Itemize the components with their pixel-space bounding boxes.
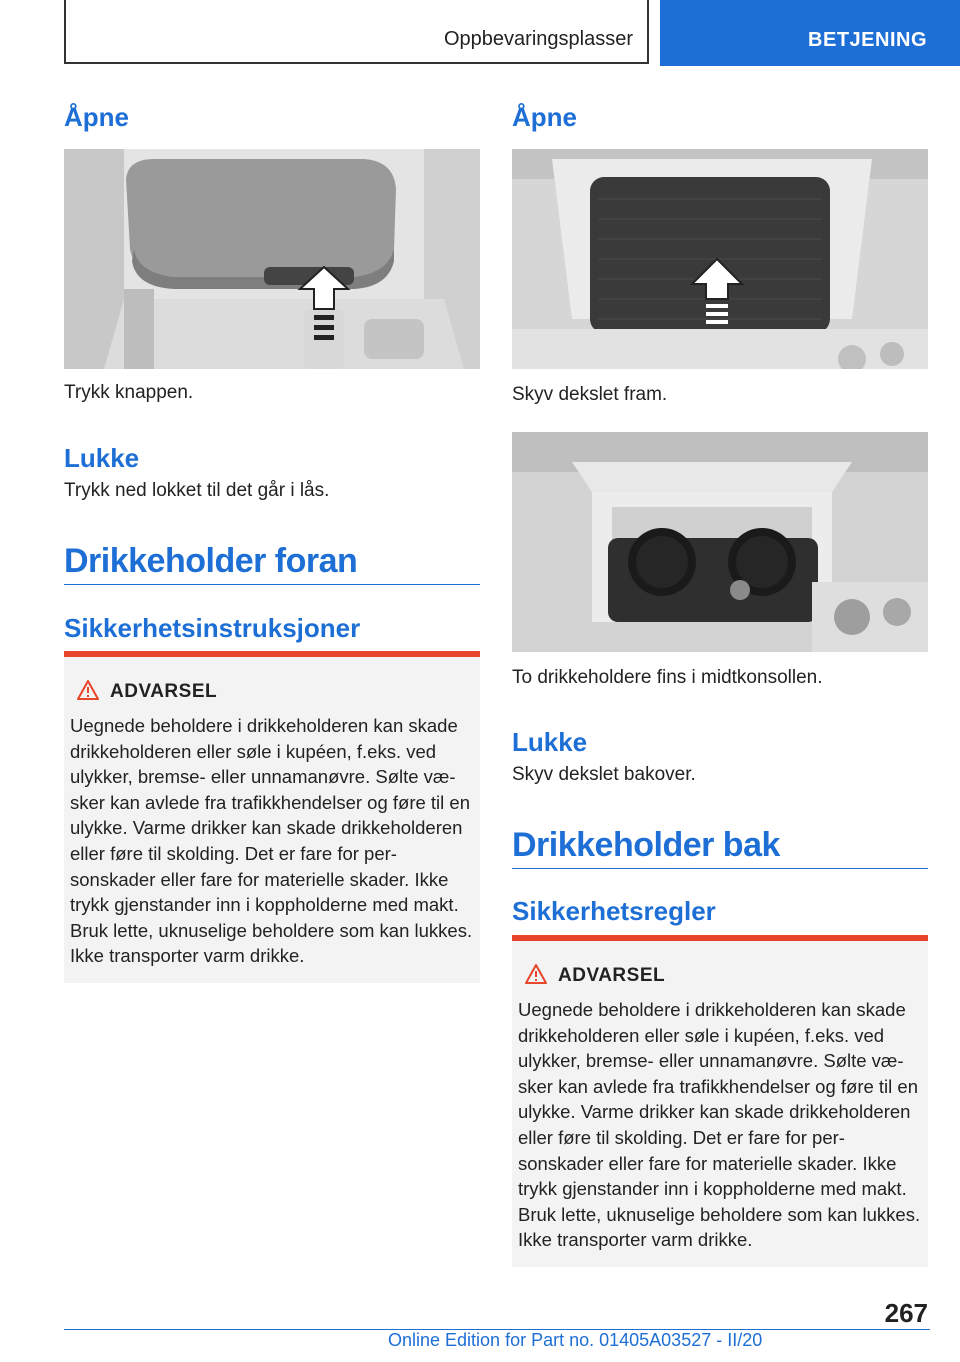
cupholder-photo <box>512 432 928 652</box>
armrest-photo <box>64 149 480 369</box>
cupholder-illustration <box>512 432 928 652</box>
right-subsection-title: Sikkerhetsregler <box>512 896 716 926</box>
cover-illustration <box>512 149 928 369</box>
right-open-heading: Åpne <box>512 102 577 132</box>
right-section-title: Drikkeholder bak <box>512 826 780 864</box>
warning-triangle-icon <box>524 963 548 985</box>
footer-edition-link[interactable]: Online Edition for Part no. 01405A03527 - II/20 <box>388 1330 763 1350</box>
left-open-heading: Åpne <box>64 102 129 132</box>
header-section-title: Oppbevaringsplasser <box>444 28 633 50</box>
right-close-text: Skyv dekslet bakover. <box>512 764 696 785</box>
right-open-caption: Skyv dekslet fram. <box>512 384 668 405</box>
left-close-heading: Lukke <box>64 443 140 473</box>
armrest-illustration <box>64 149 480 369</box>
right-warning-box <box>512 935 928 1267</box>
right-warning-title: ADVARSEL <box>558 965 666 986</box>
warning-triangle-icon <box>76 679 100 701</box>
left-warning-title: ADVARSEL <box>110 681 218 702</box>
left-subsection-title: Sikkerhetsinstruksjoner <box>64 613 361 643</box>
left-warning-box <box>64 651 480 983</box>
left-warning-text: Uegnede beholdere i drikkeholderen kan skade drikkeholderen eller søle i kupéen, f.eks. ved ulykker, bremse- eller unnamanøvre. Sølte væsker kan avlede fra trafikkhendelser og føre til en ulykke. Varme drikker kan skade drikkeholderen eller føre til skolding. Det er fare for personskader eller fare for materielle skader. Ikke trykk gjenstander inn i koppholderne med makt. Bruk lette, uknuselige beholdere som kan lukkes. Ikke transporter varm drikke. <box>70 715 473 967</box>
right-close-heading: Lukke <box>512 727 588 757</box>
left-open-caption: Trykk knappen. <box>64 382 194 403</box>
page-number: 267 <box>884 1298 928 1328</box>
right-warning-text: Uegnede beholdere i drikkeholderen kan skade drikkeholderen eller søle i kupéen, f.eks. ved ulykker, bremse- eller unnamanøvre. Sølte væsker kan avlede fra trafikkhendelser og føre til en ulykke. Varme drikker kan skade drikkeholderen eller føre til skolding. Det er fare for personskader eller fare for materielle skader. Ikke trykk gjenstander inn i koppholderne med makt. Bruk lette, uknuselige beholdere som kan lukkes. Ikke transporter varm drikke. <box>518 999 921 1251</box>
left-section-rule <box>64 584 480 585</box>
left-close-text: Trykk ned lokket til det går i lås. <box>64 480 330 501</box>
right-holders-caption: To drikkeholdere fins i midtkonsollen. <box>512 667 823 688</box>
left-section-title: Drikkeholder foran <box>64 542 358 580</box>
header-section-box <box>64 0 649 64</box>
cover-photo <box>512 149 928 369</box>
header-chapter-title: BETJENING <box>808 29 927 51</box>
header-chapter-tab <box>660 0 960 66</box>
right-section-rule <box>512 868 928 869</box>
